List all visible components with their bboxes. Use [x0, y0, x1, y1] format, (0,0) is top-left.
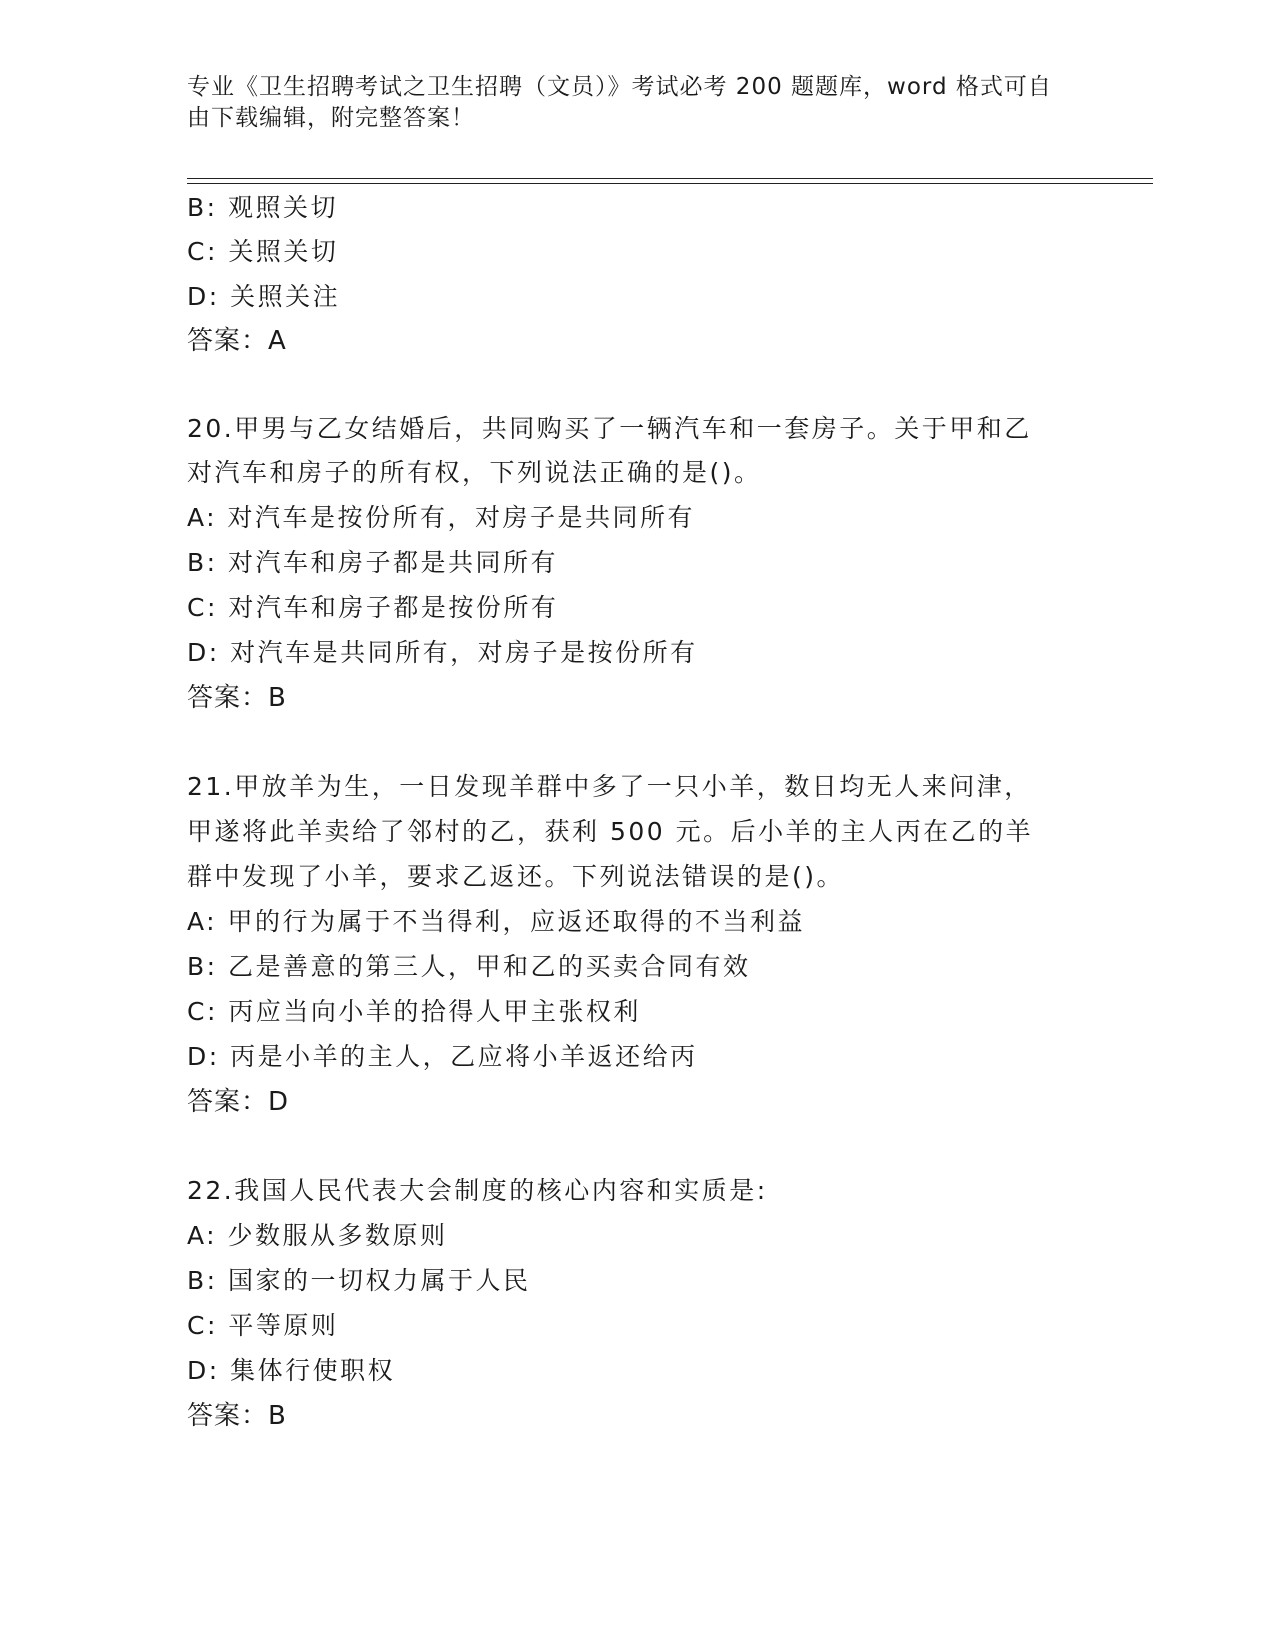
document-header — [187, 72, 1067, 134]
q21-option-a: A: 甲的行为属于不当得利，应返还取得的不当利益 — [187, 907, 806, 936]
q20-option-c: C: 对汽车和房子都是按份所有 — [187, 593, 559, 622]
q20-stem-line-1: 20.甲男与乙女结婚后，共同购买了一辆汽车和一套房子。关于甲和乙 — [187, 414, 1032, 443]
q22-option-a: A: 少数服从多数原则 — [187, 1221, 448, 1250]
header-divider-top — [187, 178, 1153, 179]
q20-stem-line-2: 对汽车和房子的所有权，下列说法正确的是()。 — [187, 458, 762, 487]
q21-stem-line-2: 甲遂将此羊卖给了邻村的乙，获利 500 元。后小羊的主人丙在乙的羊 — [187, 817, 1034, 846]
q21-answer: 答案：D — [187, 1087, 290, 1117]
q21-stem-line-3: 群中发现了小羊，要求乙返还。下列说法错误的是()。 — [187, 862, 845, 891]
q21-option-d: D: 丙是小羊的主人，乙应将小羊返还给丙 — [187, 1042, 698, 1071]
q21-option-c: C: 丙应当向小羊的拾得人甲主张权利 — [187, 997, 641, 1026]
q21-stem-line-1: 21.甲放羊为生，一日发现羊群中多了一只小羊，数日均无人来问津， — [187, 772, 1032, 801]
q20-option-a: A: 对汽车是按份所有，对房子是共同所有 — [187, 503, 696, 532]
header-divider-bottom — [187, 183, 1153, 184]
q22-option-b: B: 国家的一切权力属于人民 — [187, 1266, 531, 1295]
q22-stem-line-1: 22.我国人民代表大会制度的核心内容和实质是: — [187, 1176, 768, 1205]
header-line-2: 由下载编辑，附完整答案！ — [187, 105, 475, 131]
q20-answer: 答案：B — [187, 683, 287, 713]
q20-option-b: B: 对汽车和房子都是共同所有 — [187, 548, 559, 577]
q21-option-b: B: 乙是善意的第三人，甲和乙的买卖合同有效 — [187, 952, 751, 981]
q22-answer: 答案：B — [187, 1401, 287, 1431]
q19-option-d: D: 关照关注 — [187, 282, 341, 311]
header-line-1: 专业《卫生招聘考试之卫生招聘（文员）》考试必考 200 题题库，word 格式可自 — [187, 74, 1052, 100]
q19-option-c: C: 关照关切 — [187, 237, 339, 266]
q20-option-d: D: 对汽车是共同所有，对房子是按份所有 — [187, 638, 698, 667]
q19-answer: 答案：A — [187, 326, 287, 356]
q19-option-b: B: 观照关切 — [187, 193, 339, 222]
q22-option-c: C: 平等原则 — [187, 1311, 339, 1340]
q22-option-d: D: 集体行使职权 — [187, 1356, 396, 1385]
